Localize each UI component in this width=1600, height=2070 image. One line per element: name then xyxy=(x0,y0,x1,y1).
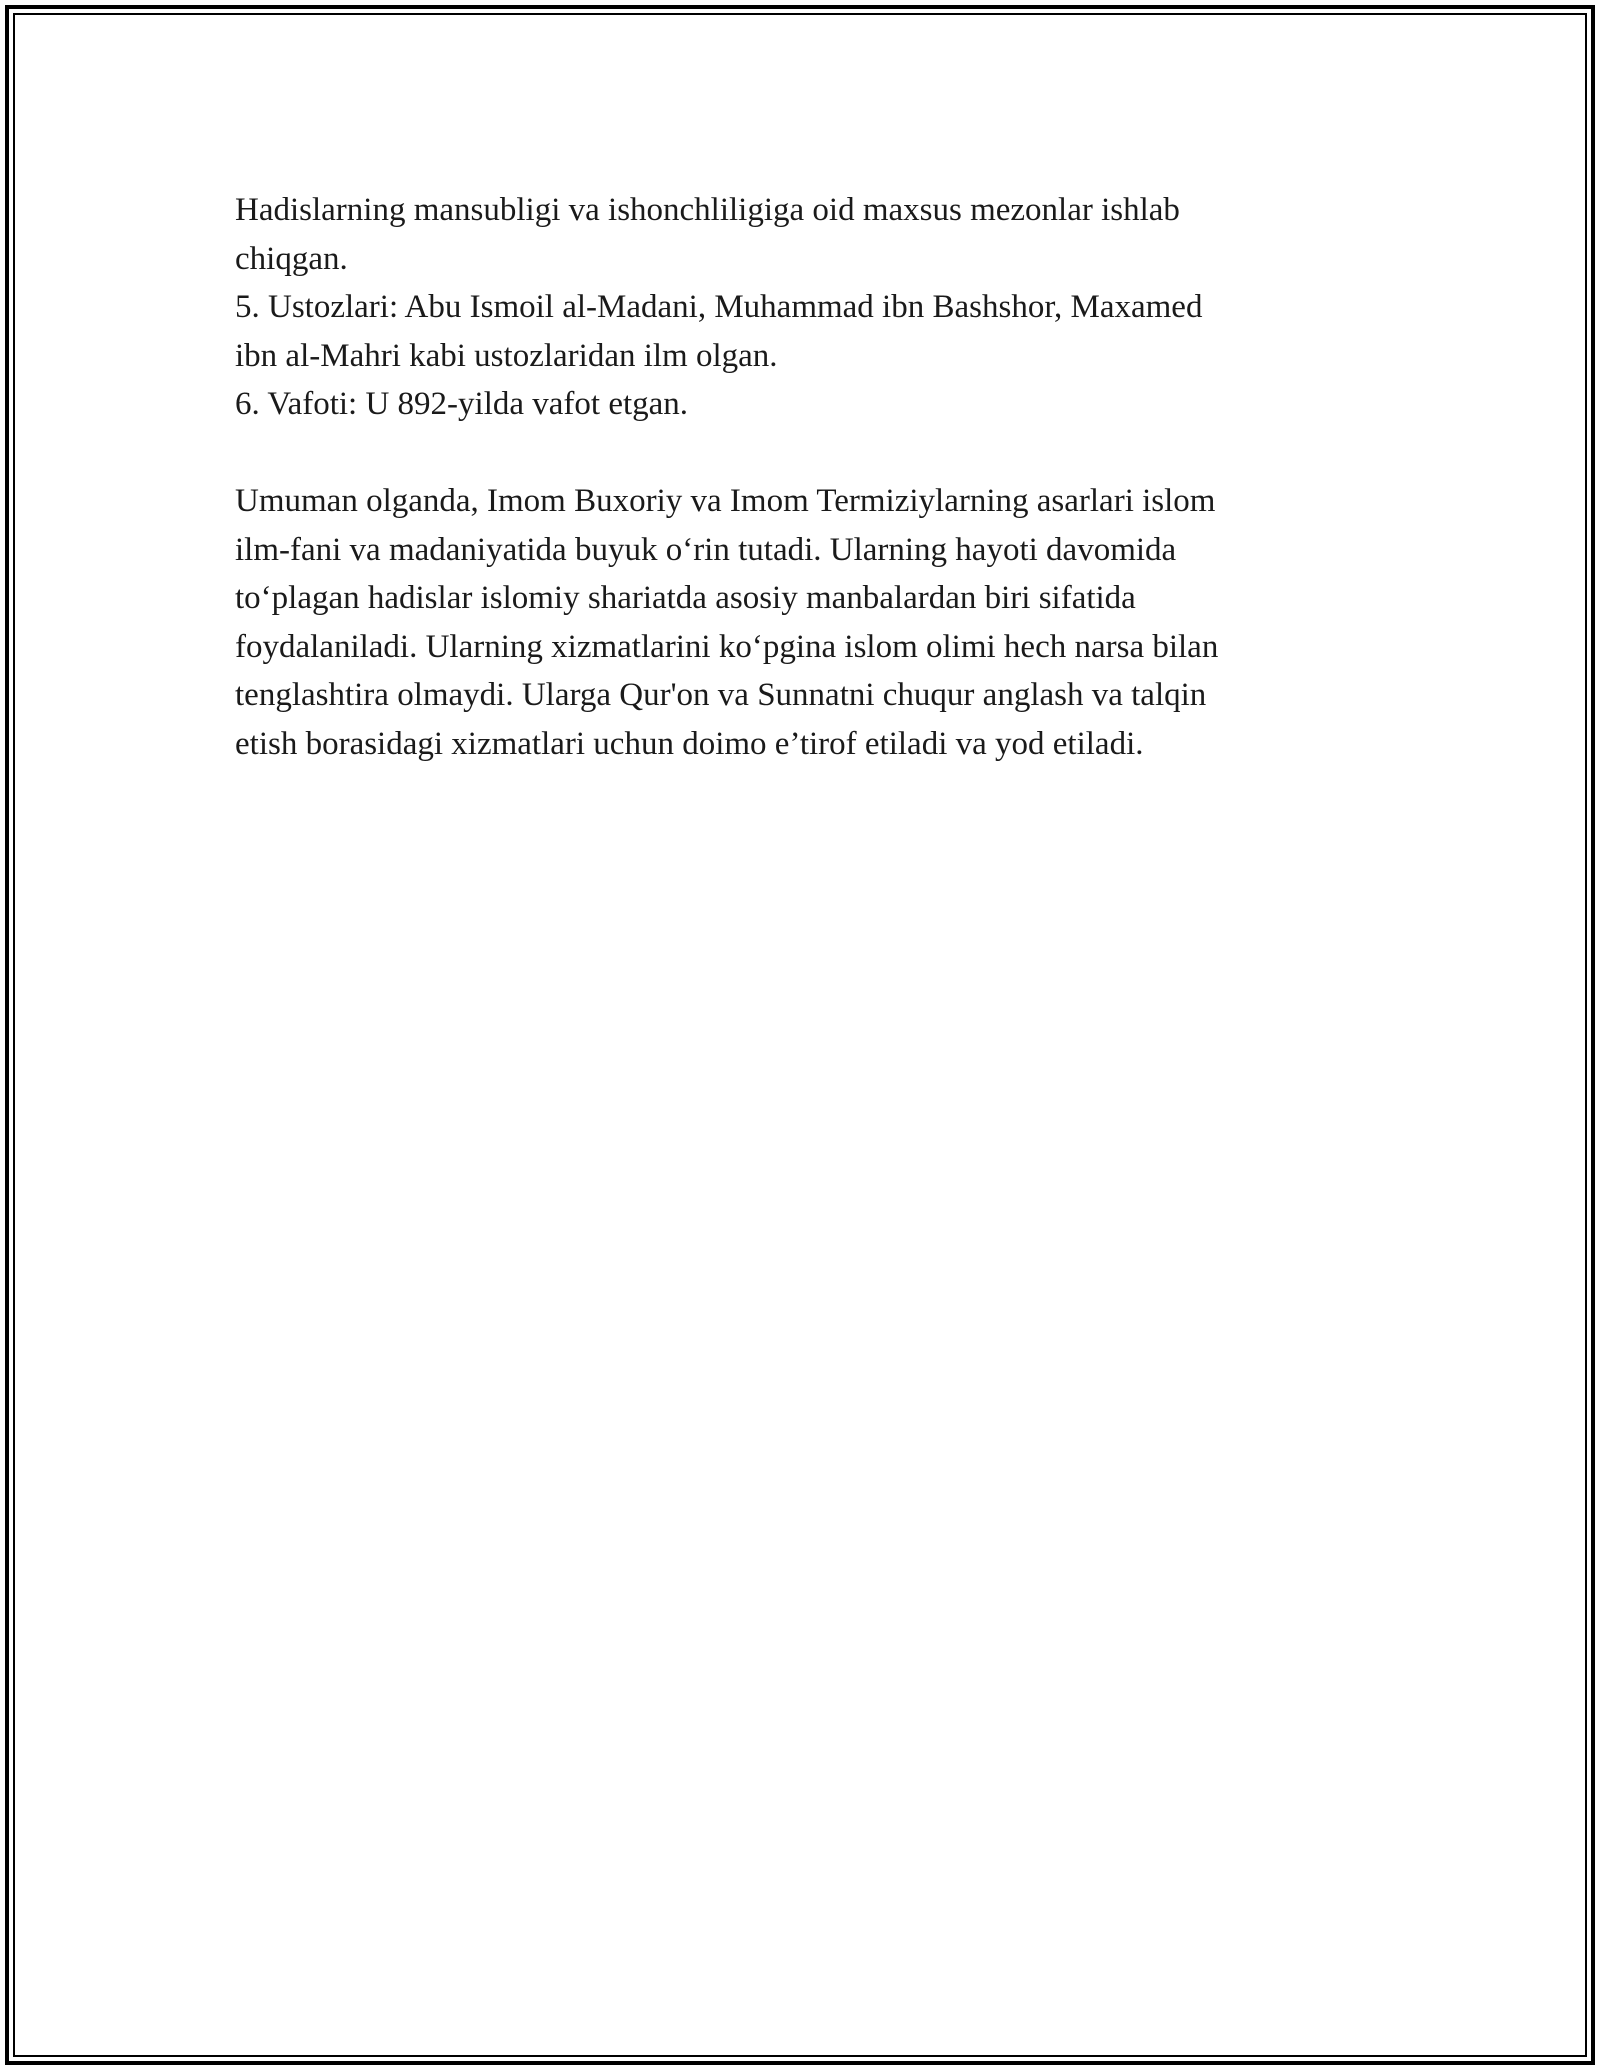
text-line: ibn al-Mahri kabi ustozlaridan ilm olgan. xyxy=(235,337,778,374)
list-item-teachers: 5. Ustozlari: Abu Ismoil al-Madani, Muhammad ibn Bashshor, Maxamed xyxy=(235,289,1203,325)
text-line: ilm-fani va madaniyatida buyuk o‘rin tutadi. Ularning hayoti davomida xyxy=(235,531,1177,568)
text-line: Hadislarning mansubligi va ishonchliligiga oid maxsus mezonlar ishlab xyxy=(235,192,1180,228)
paragraph-spacer xyxy=(235,429,1365,478)
text-line: tenglashtira olmaydi. Ularga Qur'on va Sunnatni chuqur anglash va talqin xyxy=(235,677,1207,713)
text-line: foydalaniladi. Ularning xizmatlarini ko‘pgina islom olimi hech narsa bilan xyxy=(235,628,1219,665)
text-line: etish borasidagi xizmatlari uchun doimo e’tirof etiladi va yod etiladi. xyxy=(235,725,1144,762)
list-item-death: 6. Vafoti: U 892-yilda vafot etgan. xyxy=(235,386,689,422)
text-line: Umuman olganda, Imom Buxoriy va Imom Termiziylarning asarlari islom xyxy=(235,483,1216,519)
paragraph-criteria-teachers-death xyxy=(235,186,1365,429)
paragraph-conclusion xyxy=(235,477,1365,768)
document-body xyxy=(235,186,1365,768)
text-line: to‘plagan hadislar islomiy shariatda asosiy manbalardan biri sifatida xyxy=(235,580,1136,616)
text-line: chiqgan. xyxy=(235,240,348,277)
